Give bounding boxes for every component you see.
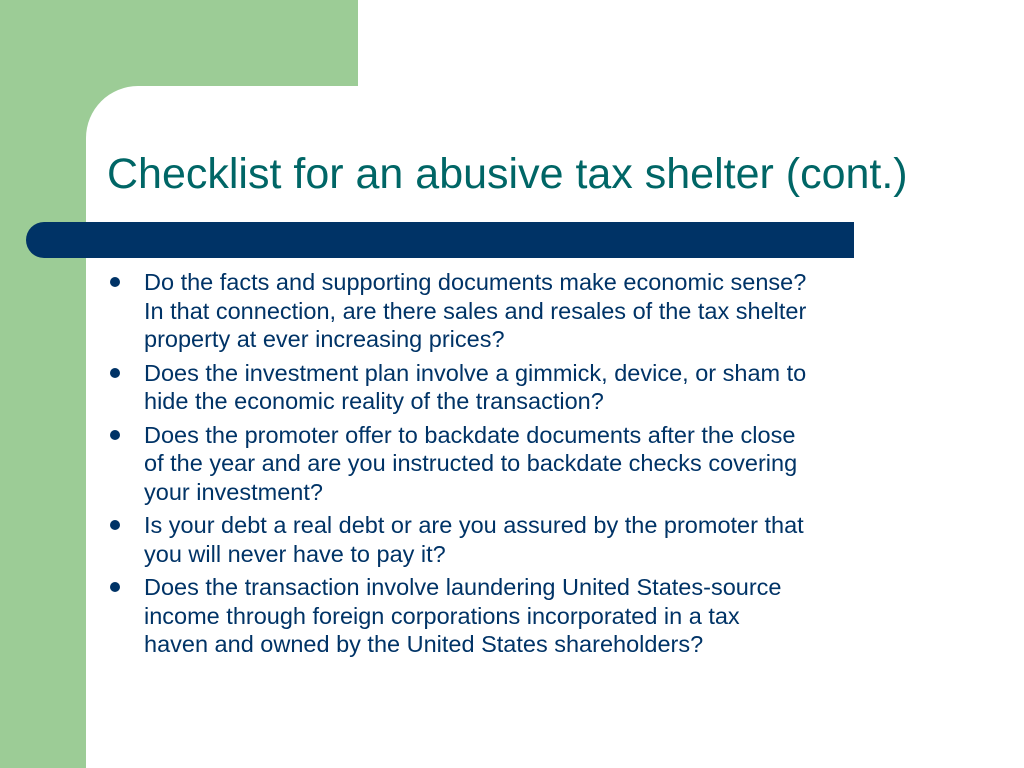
bullet-line: Is your debt a real debt or are you assured by the promoter that [144,512,804,538]
bullet-dot-icon [110,430,120,440]
bullet-line: of the year and are you instructed to backdate checks covering [144,450,798,476]
bullet-text [144,573,957,659]
bullet-text [144,268,957,354]
bullet-item [107,573,957,659]
title-underline-bar [26,222,854,258]
bullet-text [144,359,957,416]
bullet-line: Does the promoter offer to backdate documents after the close [144,421,796,448]
bullet-line: your investment? [144,478,323,505]
bullet-dot-icon [110,582,120,592]
bullet-line: In that connection, are there sales and resales of the tax shelter [144,297,807,324]
bullet-line: Do the facts and supporting documents make economic sense? [144,269,807,295]
bullet-line: hide the economic reality of the transaction? [144,388,604,414]
bullet-line: Does the transaction involve laundering United States-source [144,574,782,600]
bullet-item [107,359,957,416]
bullet-item [107,268,957,354]
bullet-line: Does the investment plan involve a gimmick, device, or sham to [144,359,807,386]
bullet-text [144,511,957,568]
bullet-line: income through foreign corporations incorporated in a tax [144,602,740,629]
bullet-dot-icon [110,277,120,287]
bullet-line: haven and owned by the United States shareholders? [144,631,704,657]
bullet-item [107,421,957,507]
slide-title: Checklist for an abusive tax shelter (cont.) [107,150,908,198]
bullet-text [144,421,957,507]
bullet-line: property at ever increasing prices? [144,326,505,352]
bullet-dot-icon [110,520,120,530]
bullet-dot-icon [110,368,120,378]
bullet-item [107,511,957,568]
bullet-line: you will never have to pay it? [144,540,446,567]
bullet-list [107,268,957,664]
